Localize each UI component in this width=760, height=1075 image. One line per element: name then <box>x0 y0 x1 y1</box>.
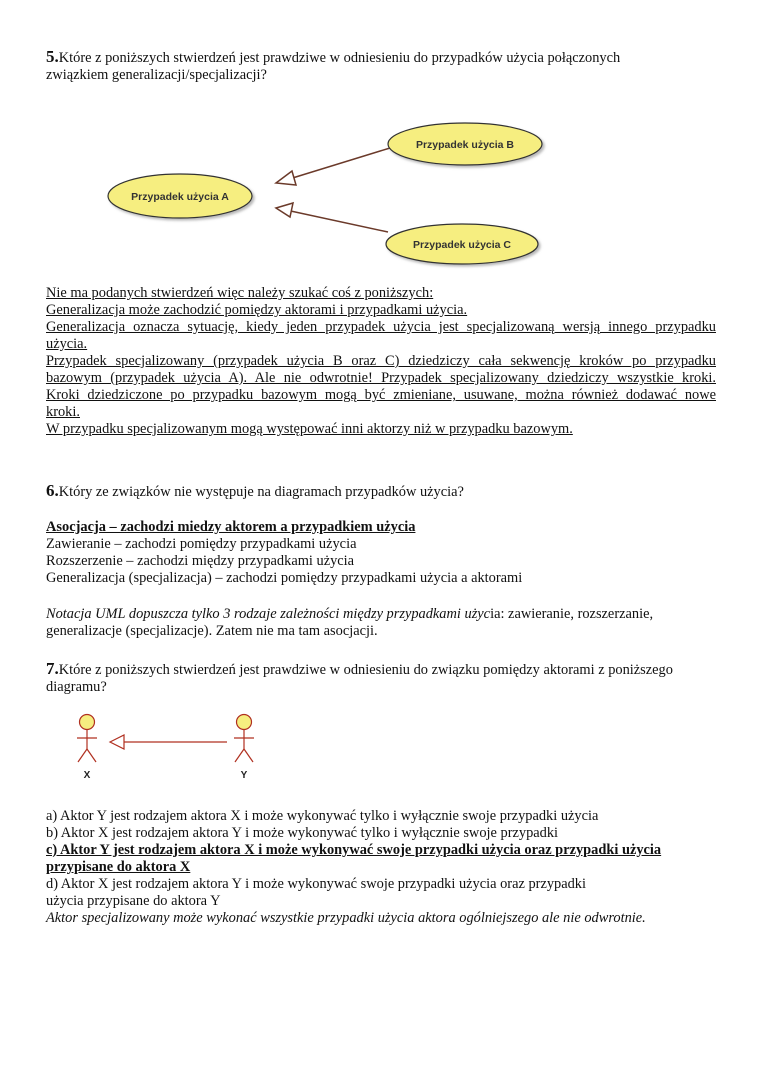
use-case-c <box>386 224 538 264</box>
option-correct: Asocjacja – zachodzi miedzy aktorem a przypadkiem użycia <box>46 519 416 535</box>
generalization-arrow-c <box>276 203 388 232</box>
answer-line: Nie ma podanych stwierdzeń więc należy szukać coś z poniższych: <box>46 285 434 301</box>
answer-line: Przypadek specjalizowany (przypadek użycia B oraz C) dziedziczy cała sekwencję kroków po przypadku <box>46 353 716 369</box>
question-6-note <box>46 606 716 640</box>
use-case-b-label: Przypadek użycia B <box>415 139 515 151</box>
actor-y <box>234 715 254 763</box>
question-number: 5. <box>46 47 59 66</box>
option-d: użycia przypisane do aktora Y <box>46 893 221 909</box>
generalization-arrow-b <box>276 148 390 185</box>
question-6 <box>46 482 716 501</box>
question-5 <box>46 48 716 84</box>
question-number: 6. <box>46 481 59 500</box>
answer-line: Kroki dziedziczone po przypadku bazowym mogą być zmieniane, usuwane, można również dodawać nowe <box>46 387 716 403</box>
answer-note: Aktor specjalizowany może wykonać wszystkie przypadki użycia aktora ogólniejszego ale nie odwrotnie. <box>46 910 646 926</box>
option-c-correct: przypisane do aktora X <box>46 859 191 875</box>
note-italic: Notacja UML dopuszcza tylko 3 rodzaje zależności między przypadkami użyc <box>46 606 491 622</box>
question-5-answer <box>46 285 716 438</box>
option: Generalizacja (specjalizacja) – zachodzi pomiędzy przypadkami użycia a aktorami <box>46 570 523 586</box>
answer-line: użycia. <box>46 336 88 352</box>
answer-line: kroki. <box>46 404 80 420</box>
question-text: Które z poniższych stwierdzeń jest prawdziwe w odniesieniu do związku pomiędzy aktorami z poniższego <box>58 662 673 678</box>
actor-diagram <box>64 712 274 784</box>
actor-x <box>77 715 97 763</box>
question-text: Który ze związków nie występuje na diagramach przypadków użycia? <box>58 484 464 500</box>
use-case-b <box>388 123 542 165</box>
use-case-a <box>108 174 252 218</box>
use-case-c-label: Przypadek użycia C <box>412 239 512 251</box>
option-a: a) Aktor Y jest rodzajem aktora X i może wykonywać tylko i wyłącznie swoje przypadki użycia <box>46 808 599 824</box>
actor-y-label: Y <box>240 770 248 781</box>
question-7-options <box>46 808 716 927</box>
generalization-arrow <box>110 735 227 749</box>
question-6-options <box>46 519 716 587</box>
question-number: 7. <box>46 659 59 678</box>
answer-line: W przypadku specjalizowanym mogą występować inni aktorzy niż w przypadku bazowym. <box>46 421 573 437</box>
option-d: d) Aktor X jest rodzajem aktora Y i może wykonywać swoje przypadki użycia oraz przypadki <box>46 876 586 892</box>
option-b: b) Aktor X jest rodzajem aktora Y i może wykonywać tylko i wyłącznie swoje przypadki <box>46 825 559 841</box>
question-text: Które z poniższych stwierdzeń jest prawdziwe w odniesieniu do przypadków użycia połączonych <box>58 50 621 66</box>
question-7 <box>46 660 716 696</box>
question-text: diagramu? <box>46 679 107 695</box>
answer-line: Generalizacja może zachodzić pomiędzy aktorami i przypadkami użycia. <box>46 302 468 318</box>
option: Rozszerzenie – zachodzi między przypadkami użycia <box>46 553 355 569</box>
option-c-correct: c) Aktor Y jest rodzajem aktora X i może wykonywać swoje przypadki użycia oraz przypadki użycia <box>46 842 662 858</box>
actor-x-label: X <box>83 770 91 781</box>
use-case-a-label: Przypadek użycia A <box>131 191 229 203</box>
use-case-diagram <box>100 118 560 278</box>
note-text: ia: zawieranie, rozszerzanie, <box>490 606 654 622</box>
answer-line: Generalizacja oznacza sytuację, kiedy jeden przypadek użycia jest specjalizowaną wersją innego przypadku <box>46 319 716 335</box>
option: Zawieranie – zachodzi pomiędzy przypadkami użycia <box>46 536 357 552</box>
question-text: związkiem generalizacji/specjalizacji? <box>46 67 267 83</box>
note-text: generalizacje (specjalizacje). Zatem nie ma tam asocjacji. <box>46 623 378 639</box>
answer-line: bazowym (przypadek użycia A). Ale nie odwrotnie! Przypadek specjalizowany dziedziczy wszystkie kroki. <box>46 370 716 386</box>
